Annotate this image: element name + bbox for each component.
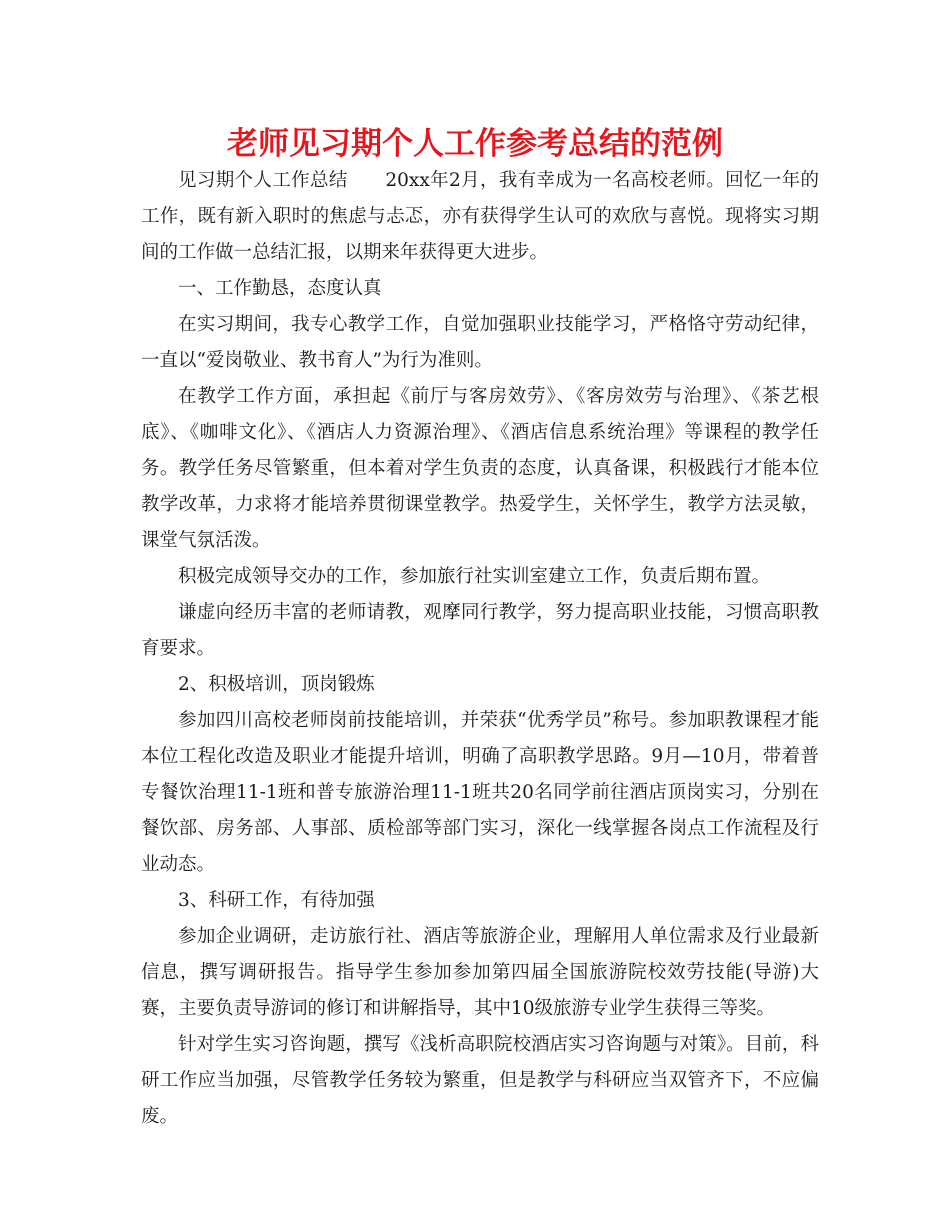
paragraph: 积极完成领导交办的工作，参加旅行社实训室建立工作，负责后期布置。 <box>178 566 771 587</box>
paragraph: 在教学工作方面，承担起《前厅与客房效劳》、《客房效劳与治理》、《茶艺根底》、《咖啡文化》、《酒店人力资源治理》、《酒店信息系统治理》等课程的教学任务。教学任务尽管繁重，但本着对学生负责的态度，认真备课，积极践行才能本位教学改革，力求将才能培养贯彻课堂教学。热爱学生，关怀学生，教学方法灵敏，课堂气氛活泼。 <box>141 386 819 551</box>
section-heading-1: 一、工作勤恳，态度认真 <box>178 278 382 299</box>
paragraph: 在实习期间，我专心教学工作，自觉加强职业技能学习，严格恪守劳动纪律，一直以“爱岗敬业、教书育人”为行为准则。 <box>141 314 819 371</box>
paragraph: 谦虚向经历丰富的老师请教，观摩同行教学，努力提高职业技能，习惯高职教育要求。 <box>141 602 819 659</box>
document-body <box>141 163 819 1135</box>
paragraph: 参加四川高校老师岗前技能培训，并荣获“优秀学员”称号。参加职教课程才能本位工程化改造及职业才能提升培训，明确了高职教学思路。9月—10月，带着普专餐饮治理11-1班和普专旅游治理11-1班共20名同学前往酒店顶岗实习，分别在餐饮部、房务部、人事部、质检部等部门实习，深化一线掌握各岗点工作流程及行业动态。 <box>141 710 819 875</box>
section-heading-2: 2、积极培训，顶岗锻炼 <box>178 674 375 695</box>
paragraph-intro: 见习期个人工作总结 20xx年2月，我有幸成为一名高校老师。回忆一年的工作，既有新入职时的焦虑与忐忑，亦有获得学生认可的欢欣与喜悦。现将实习期间的工作做一总结汇报，以期来年获得更大进步。 <box>141 170 819 263</box>
section-heading-3: 3、科研工作，有待加强 <box>178 890 375 911</box>
paragraph: 参加企业调研，走访旅行社、酒店等旅游企业，理解用人单位需求及行业最新信息，撰写调研报告。指导学生参加参加第四届全国旅游院校效劳技能(导游)大赛，主要负责导游词的修订和讲解指导，其中10级旅游专业学生获得三等奖。 <box>141 926 819 1019</box>
document-title: 老师见习期个人工作参考总结的范例 <box>227 126 723 162</box>
paragraph: 针对学生实习咨询题，撰写《浅析高职院校酒店实习咨询题与对策》。目前，科研工作应当加强，尽管教学任务较为繁重，但是教学与科研应当双管齐下，不应偏废。 <box>141 1034 819 1127</box>
